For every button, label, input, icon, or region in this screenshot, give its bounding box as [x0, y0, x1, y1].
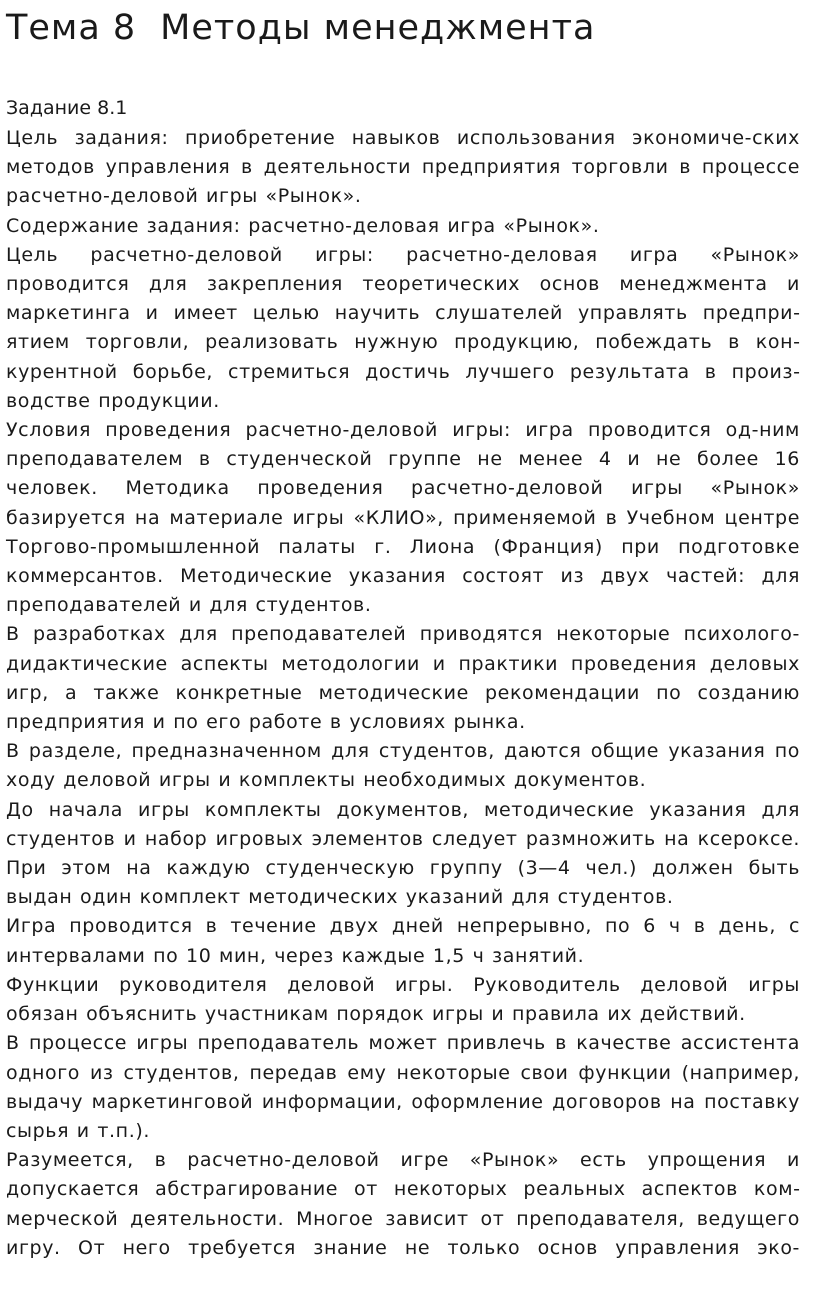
paragraph-students: В разделе, предназначенном для студентов, даются общие указания по ходу деловой игры и комплекты необходимых документов.: [6, 740, 800, 792]
title-number: Тема 8: [6, 8, 137, 48]
document-page: [6, 0, 800, 1263]
paragraph-game-goal: Цель расчетно-деловой игры: расчетно-деловая игра «Рынок» проводится для закрепления теоретических основ менеджмента и маркетинга и имеет целью научить слушателей управлять предприятием торговли, реализовать нужную продукцию, побеждать в конкурентной борьбе, стремиться достичь лучшего результата в производстве продукции.: [6, 243, 800, 412]
task-label: Задание 8.1: [6, 97, 128, 119]
title-text: Методы менеджмента: [160, 8, 596, 48]
paragraph-content: Содержание задания: расчетно-деловая игра «Рынок».: [6, 214, 600, 237]
paragraph-simplifications: Разумеется, в расчетно-деловой игре «Рынок» есть упрощения и допускается абстрагирование от некоторых реальных аспектов коммерческой деятельности. Многое зависит от преподавателя, ведущего игру. От него требуется знание не только основ управления эко-: [6, 1149, 800, 1259]
paragraph-goal: Цель задания: приобретение навыков использования экономиче-ских методов управления в деятельности предприятия торговли в процессе расчетно-деловой игры «Рынок».: [6, 127, 800, 208]
paragraph-assistant: В процессе игры преподаватель может привлечь в качестве ассистента одного из студентов, передав ему некоторые свои функции (например, выдачу маркетинговой информации, оформление договоров на поставку сырья и т.п.).: [6, 1032, 800, 1142]
paragraph-preparation: До начала игры комплекты документов, методические указания для студентов и набор игровых элементов следует размножить на ксероксе. При этом на каждую студенческую группу (3—4 чел.) должен быть выдан один комплект методических указаний для студентов.: [6, 798, 800, 909]
page-title: [6, 0, 800, 94]
paragraph-leader-functions: Функции руководителя деловой игры. Руководитель деловой игры обязан объяснить участникам порядок игры и правила их действий.: [6, 973, 800, 1026]
paragraph-conditions: Условия проведения расчетно-деловой игры: игра проводится од-ним преподавателем в студенческой группе не менее 4 и не более 16 человек. Методика проведения расчетно-деловой игры «Рынок» базируется на материале игры «КЛИО», применяемой в Учебном центре Торгово-промышленной палаты г. Лиона (Франция) при подготовке коммерсантов. Методические указания состоят из двух частей: для преподавателей и для студентов.: [6, 419, 800, 617]
paragraph-schedule: Игра проводится в течение двух дней непрерывно, по 6 ч в день, с интервалами по 10 мин, через каждые 1,5 ч занятий.: [6, 915, 800, 967]
paragraph-teachers: В разработках для преподавателей приводятся некоторые психолого-дидактические аспекты методологии и практики проведения деловых игр, а также конкретные методические рекомендации по созданию предприятия и по его работе в условиях рынка.: [6, 623, 800, 734]
